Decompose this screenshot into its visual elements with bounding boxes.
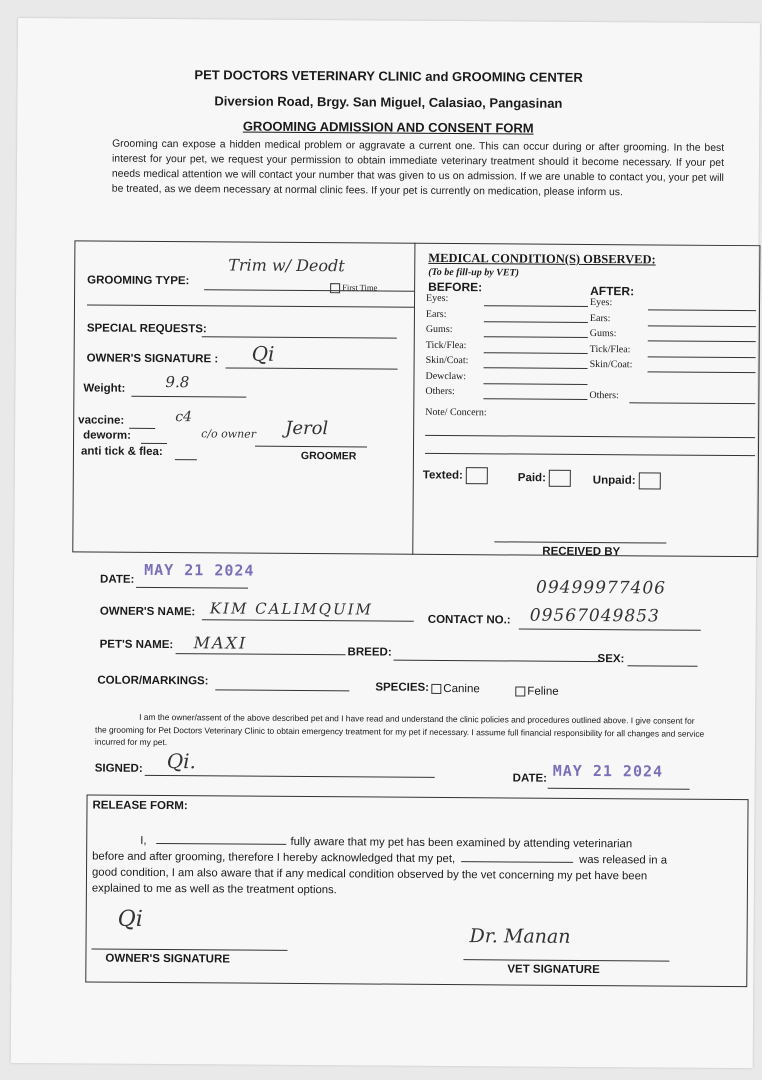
medical-subheading: (To be fill-up by VET) [428,266,520,279]
canine-label: Canine [443,682,480,696]
feline-label: Feline [527,685,559,698]
owners-name-value[interactable]: KIM CALIMQUIM [209,599,373,619]
before-row-eyes: Eyes: [426,292,449,305]
after-row-others: Others: [589,389,619,402]
vaccine-label: vaccine: [78,414,125,427]
before-row-others: Others: [425,385,455,398]
contact-number-2[interactable]: 09567049853 [529,605,660,627]
after-row-gums: Gums: [589,327,617,340]
after-row-tickflea: Tick/Flea: [589,343,631,355]
clinic-address: Diversion Road, Brgy. San Miguel, Calasiao, Pangasinan [214,93,563,111]
clinic-name: PET DOCTORS VETERINARY CLINIC and GROOMING CENTER [194,67,583,85]
after-row-skincoat: Skin/Coat: [589,358,633,371]
consent-date-stamp[interactable]: MAY 21 2024 [552,761,664,781]
signed-label: SIGNED: [94,762,143,775]
unpaid-label: Unpaid: [592,474,636,487]
texted-label: Texted: [422,469,463,482]
contact-number-1[interactable]: 09499977406 [535,577,667,599]
release-line-2-text: before and after grooming, therefore I hereby acknowledged that my pet, [92,850,456,866]
breed-label: BREED: [347,646,392,659]
vet-signature-mark: Dr. Manan [469,925,571,948]
release-form-label: RELEASE FORM: [92,799,188,813]
release-line-4: explained to me as well as the treatment options. [91,882,337,897]
paid-label: Paid: [517,472,546,485]
vaccine-note[interactable]: c4 [175,409,193,426]
date-stamp[interactable]: MAY 21 2024 [144,560,255,580]
after-row-ears: Ears: [589,312,611,324]
before-row-gums: Gums: [425,323,453,336]
release-line-3: good condition, I am also aware that if any medical condition observed by the vet concerning my pet have been [91,866,648,883]
grooming-type-label: GROOMING TYPE: [87,274,190,288]
release-i-label: I, [140,834,147,847]
release-line-2-end: was released in a [579,853,668,867]
groomer-label: GROOMER [300,449,357,463]
before-label: BEFORE: [428,279,483,295]
note-label: Note/ Concern: [425,406,487,419]
weight-value[interactable]: 9.8 [165,373,190,392]
species-label: SPECIES: [375,681,430,694]
texted-checkbox[interactable] [423,467,488,484]
form-title: GROOMING ADMISSION AND CONSENT FORM [242,118,534,136]
first-time-label: First Time [342,282,378,293]
weight-label: Weight: [83,382,126,395]
unpaid-checkbox[interactable] [593,472,661,489]
medical-heading: MEDICAL CONDITION(S) OBSERVED: [428,250,656,267]
before-row-skincoat: Skin/Coat: [425,354,469,367]
before-row-ears: Ears: [425,308,447,320]
form-page [11,18,760,1068]
special-requests-label: SPECIAL REQUESTS: [86,322,207,336]
signed-signature-mark: Qi. [166,749,197,774]
owner-release-signature-mark: Qi [117,906,143,932]
pets-name-label: PET'S NAME: [99,638,174,652]
paid-checkbox[interactable] [518,470,571,487]
owners-signature-label: OWNER'S SIGNATURE [105,952,231,966]
before-row-tickflea: Tick/Flea: [425,339,467,351]
species-feline-option[interactable] [515,685,558,697]
before-row-dewclaw: Dewclaw: [425,370,467,382]
vet-signature-label: VET SIGNATURE [507,963,600,977]
intro-paragraph: Grooming can expose a hidden medical problem or aggravate a current one. This can occur during or after grooming. In the best interest for your pet, we request your permission to obtain immediate veterinary treatment should it become necessary. If your pet needs medical attention we will contact your number that was given to us on admission. If we are unable to contact you, your pet will be treated, as we deem necessary at normal clinic fees. If your pet is currently on medication, please inform us. [111,138,725,199]
after-label: AFTER: [590,284,635,299]
color-markings-label: COLOR/MARKINGS: [97,674,209,688]
after-row-eyes: Eyes: [589,297,613,309]
received-by-label: RECEIVED BY [542,545,621,559]
deworm-label: deworm: [83,429,132,442]
contact-label: CONTACT NO.: [427,613,511,627]
pets-name-value[interactable]: MAXI [193,633,248,653]
grooming-medical-box [72,240,760,557]
anti-tick-label: anti tick & flea: [80,445,163,459]
consent-date-label: DATE: [512,772,548,785]
deworm-note[interactable]: c/o owner [201,427,257,441]
owner-signature-mark: Qi [251,341,275,366]
owner-signature-label: OWNER'S SIGNATURE : [86,352,219,366]
species-canine-option[interactable] [431,683,480,695]
grooming-type-value[interactable]: Trim w/ Deodt [228,255,345,276]
release-line-1: fully aware that my pet has been examined by attending veterinarian [290,835,633,851]
owners-name-label: OWNER'S NAME: [99,605,196,619]
sex-label: SEX: [597,653,625,666]
consent-text: I am the owner/assent of the above described pet and I have read and understand the clinic policies and procedures outlined above. I give consent for the grooming for Pet Doctors Veterinary Clinic to obtain emergency treatment for my pet if necessary. I assume full financial responsibility for all changes and service incurred for my pet. [94,711,705,748]
first-time-checkbox[interactable] [330,282,377,293]
date-label: DATE: [100,573,135,586]
groomer-name[interactable]: Jerol [285,417,329,440]
